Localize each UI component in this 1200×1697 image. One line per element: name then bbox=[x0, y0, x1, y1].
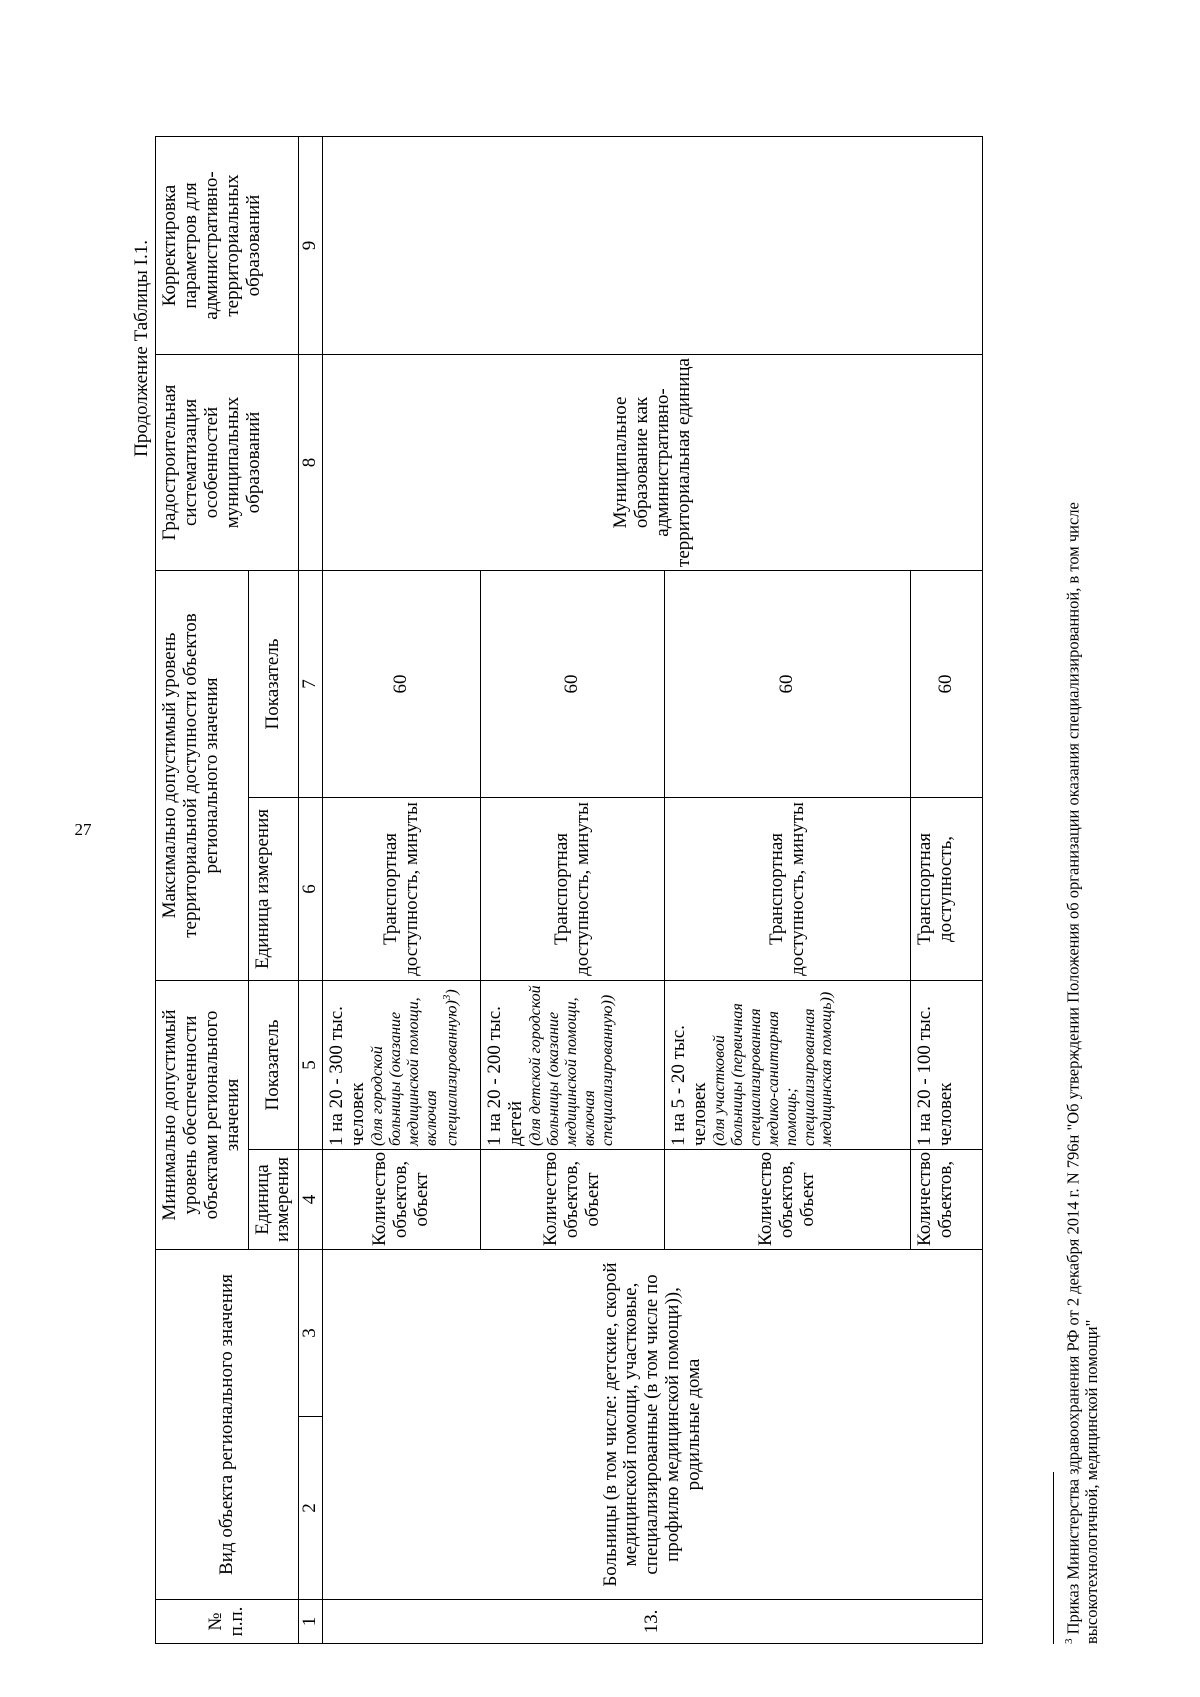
indicator-note: (для детской городской больницы (оказание медицинской помощи, включая специализированную)) bbox=[527, 985, 616, 1146]
indicator-main: 1 на 20 - 100 тыс. человек bbox=[914, 1006, 957, 1146]
header-adjustment: Корректировка параметров для административно-территориальных образований bbox=[156, 136, 299, 354]
unit-max-cell: Транспортная доступность, минуты bbox=[665, 797, 911, 980]
table-row bbox=[323, 136, 481, 1643]
indicator-max-cell: 60 bbox=[665, 570, 911, 797]
rotated-page-content bbox=[0, 97, 1200, 1697]
indicator-main: 1 на 20 - 300 тыс. человек bbox=[326, 1006, 369, 1146]
footnote-separator bbox=[1053, 1472, 1054, 1644]
col-num-8: 8 bbox=[299, 354, 323, 570]
header-number: № п.п. bbox=[156, 1600, 299, 1644]
unit-max-cell: Транспортная доступность, минуты bbox=[481, 797, 665, 980]
page-number: 27 bbox=[74, 820, 92, 839]
unit-min-cell: Количество объектов, объект bbox=[481, 1150, 665, 1250]
header-indicator-min: Показатель bbox=[248, 980, 299, 1149]
footnote bbox=[1063, 354, 1102, 1644]
indicator-main: 1 на 5 - 20 тыс. человек bbox=[668, 1025, 711, 1146]
footnote-ref: 3 bbox=[440, 994, 453, 1001]
unit-min-cell: Количество объектов, объект bbox=[665, 1150, 911, 1250]
hospital-standards-table bbox=[155, 136, 983, 1644]
unit-max-cell: Транспортная доступность, минуты bbox=[323, 797, 481, 980]
header-unit-min: Единица измерения bbox=[248, 1150, 299, 1250]
table-continuation-label: Продолжение Таблицы I.1. bbox=[131, 240, 152, 457]
row-number: 13. bbox=[323, 1600, 983, 1644]
indicator-main: 1 на 20 - 200 тыс. детей bbox=[484, 1006, 527, 1146]
col-num-2: 2 bbox=[299, 1417, 323, 1600]
col-num-6: 6 bbox=[299, 797, 323, 980]
header-min-level: Минимально допустимый уровень обеспеченности объектами регионального значения bbox=[156, 980, 249, 1249]
indicator-min-cell bbox=[323, 980, 481, 1149]
indicator-note: (для городской больницы (оказание медицинской помощи, включая специализированную)$^3$) bbox=[369, 989, 460, 1146]
col-num-7: 7 bbox=[299, 570, 323, 797]
col-num-3: 3 bbox=[299, 1250, 323, 1417]
col-num-5: 5 bbox=[299, 980, 323, 1149]
column-number-row bbox=[299, 136, 323, 1643]
header-urban-systematization: Градостроительная систематизация особенностей муниципальных образований bbox=[156, 354, 299, 570]
unit-max-cell: Транспортная доступность, bbox=[911, 797, 983, 980]
header-unit-max: Единица измерения bbox=[248, 797, 299, 980]
header-row-1 bbox=[156, 136, 249, 1643]
header-indicator-max: Показатель bbox=[248, 570, 299, 797]
unit-min-cell: Количество объектов, bbox=[911, 1150, 983, 1250]
header-max-level: Максимально допустимый уровень территориальной доступности объектов регионального значения bbox=[156, 570, 249, 980]
col-num-4: 4 bbox=[299, 1150, 323, 1250]
indicator-min-cell bbox=[481, 980, 665, 1149]
col-num-1: 1 bbox=[299, 1600, 323, 1644]
adjustment-cell bbox=[323, 136, 983, 354]
municipal-unit-cell: Муниципальное образование как административно-территориальная единица bbox=[323, 354, 983, 570]
indicator-max-cell: 60 bbox=[911, 570, 983, 797]
header-object-type: Вид объекта регионального значения bbox=[156, 1250, 299, 1600]
row-object-type: Больницы (в том числе: детские, скорой медицинской помощи, участковые, специализированные (в том числе по профилю медицинской помощи)), родильные дома bbox=[323, 1250, 983, 1600]
indicator-max-cell: 60 bbox=[323, 570, 481, 797]
indicator-min-cell bbox=[665, 980, 911, 1149]
col-num-9: 9 bbox=[299, 136, 323, 354]
footnote-text: Приказ Министерства здравоохранения РФ от 2 декабря 2014 г. N 796н "Об утверждении Положения об организации оказания специализированной, в том числе высокотехнологичной, медицинской помощи" bbox=[1063, 502, 1102, 1644]
indicator-min-cell bbox=[911, 980, 983, 1149]
indicator-note: (для участковой больницы (первичная специализированная медико-санитарная помощь; специализированная медицинская помощь)) bbox=[711, 991, 836, 1146]
footnote-marker: 3 bbox=[1063, 1638, 1075, 1644]
indicator-max-cell: 60 bbox=[481, 570, 665, 797]
unit-min-cell: Количество объектов, объект bbox=[323, 1150, 481, 1250]
